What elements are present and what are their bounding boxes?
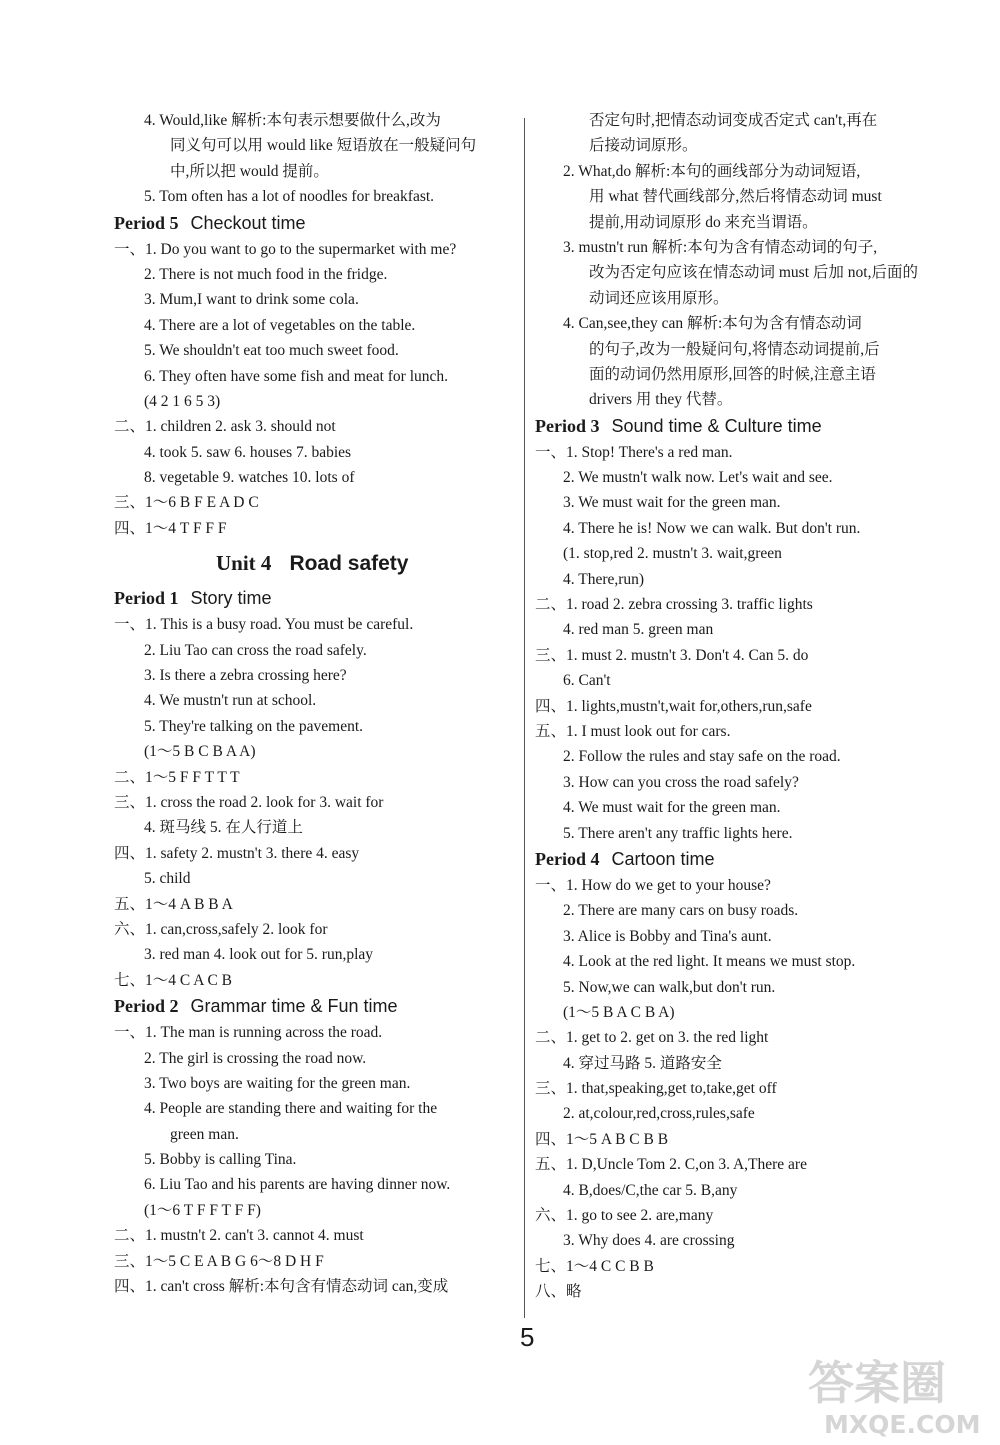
- answer-line: 提前,用动词原形 do 来充当谓语。: [589, 213, 818, 231]
- answer-line: 3. Why does 4. are crossing: [563, 1232, 735, 1250]
- answer-line: 四、1～4 T F F F: [114, 519, 227, 537]
- answer-line: drivers 用 they 代替。: [589, 391, 733, 409]
- answer-line: 七、1～4 C A C B: [114, 971, 232, 989]
- answer-line: 四、1. can't cross 解析:本句含有情态动词 can,变成: [114, 1278, 449, 1296]
- answer-line: 2. There are many cars on busy roads.: [563, 902, 799, 920]
- answer-line: 改为否定句应该在情态动词 must 后加 not,后面的: [589, 264, 918, 282]
- period-title: Checkout time: [190, 212, 306, 233]
- period-number: Period 4: [535, 848, 600, 869]
- answer-line: 八、略: [535, 1283, 582, 1301]
- answer-line: 5. Now,we can walk,but don't run.: [563, 978, 776, 996]
- watermark-url: MXQE.COM: [824, 1410, 981, 1439]
- period-heading: [535, 413, 940, 440]
- answer-line: 6. Liu Tao and his parents are having dinner now.: [144, 1176, 451, 1194]
- answer-line: 四、1. lights,mustn't,wait for,others,run,safe: [535, 697, 812, 715]
- answer-line: 4. There,run): [563, 570, 645, 588]
- answer-line: 二、1. children 2. ask 3. should not: [114, 418, 336, 436]
- answer-line: 4. B,does/C,the car 5. B,any: [563, 1181, 738, 1199]
- answer-line: 3. Two boys are waiting for the green man.: [144, 1074, 411, 1092]
- answer-line: 5. There aren't any traffic lights here.: [563, 824, 793, 842]
- page-number: 5: [520, 1322, 535, 1352]
- period-title: Grammar time & Fun time: [190, 996, 398, 1017]
- answer-line: 一、1. Do you want to go to the supermarket with me?: [114, 240, 457, 258]
- period-number: Period 3: [535, 415, 600, 436]
- answer-line: (1～5 B C B A A): [144, 743, 256, 761]
- answer-line: 4. There are a lot of vegetables on the table.: [144, 316, 416, 334]
- answer-line: 七、1～4 C C B B: [535, 1257, 654, 1275]
- watermark-cn: 答案圈: [808, 1356, 946, 1410]
- answer-line: 动词还应该用原形。: [589, 289, 729, 307]
- answer-line: 5. We shouldn't eat too much sweet food.: [144, 342, 399, 360]
- answer-line: 五、1～4 A B B A: [114, 895, 233, 913]
- answer-line: 4. We must wait for the green man.: [563, 799, 781, 817]
- answer-line: 的句子,改为一般疑问句,将情态动词提前,后: [589, 340, 880, 358]
- period-heading: [114, 993, 522, 1020]
- answer-line: 二、1～5 F F T T T: [114, 768, 240, 786]
- unit-number: Unit 4: [216, 551, 272, 576]
- answer-line: 4. People are standing there and waiting for the: [144, 1100, 438, 1118]
- answer-line: 六、1. go to see 2. are,many: [535, 1207, 714, 1225]
- answer-line: 6. They often have some fish and meat for lunch.: [144, 367, 449, 385]
- answer-line: 4. red man 5. green man: [563, 621, 714, 639]
- answer-line: 3. How can you cross the road safely?: [563, 773, 799, 791]
- right-column: [535, 108, 940, 1305]
- period-number: Period 1: [114, 588, 179, 609]
- left-column: [114, 108, 522, 1299]
- answer-line: 3. red man 4. look out for 5. run,play: [144, 946, 374, 964]
- answer-line: 4. Can,see,they can 解析:本句为含有情态动词: [563, 315, 862, 333]
- period-title: Story time: [190, 588, 272, 609]
- answer-line: 一、1. How do we get to your house?: [535, 876, 771, 894]
- answer-line: 2. Follow the rules and stay safe on the road.: [563, 748, 841, 766]
- answer-line: 4. took 5. saw 6. houses 7. babies: [144, 443, 352, 461]
- answer-line: 一、1. This is a busy road. You must be careful.: [114, 616, 414, 634]
- answer-line: 后接动词原形。: [589, 137, 698, 155]
- answer-line: 4. Would,like 解析:本句表示想要做什么,改为: [144, 112, 441, 129]
- period-heading: [535, 846, 940, 873]
- answer-line: 4. 斑马线 5. 在人行道上: [144, 819, 303, 837]
- answer-line: 5. child: [144, 870, 191, 888]
- answer-line: 3. Alice is Bobby and Tina's aunt.: [563, 927, 772, 945]
- answer-line: 二、1. road 2. zebra crossing 3. traffic lights: [535, 596, 813, 614]
- period-title: Cartoon time: [611, 848, 715, 869]
- answer-line: 4. We mustn't run at school.: [144, 692, 317, 710]
- answer-line: 2. What,do 解析:本句的画线部分为动词短语,: [563, 162, 861, 180]
- answer-line: (1～5 B A C B A): [563, 1003, 675, 1021]
- answer-line: 5. Tom often has a lot of noodles for breakfast.: [144, 188, 435, 206]
- answer-line: 一、1. The man is running across the road.: [114, 1024, 383, 1042]
- answer-line: 2. Liu Tao can cross the road safely.: [144, 641, 367, 659]
- answer-line: 5. They're talking on the pavement.: [144, 717, 364, 735]
- period-number: Period 2: [114, 996, 179, 1017]
- period-heading: [114, 210, 522, 237]
- answer-line: 三、1. must 2. mustn't 3. Don't 4. Can 5. do: [535, 646, 809, 664]
- answer-line: 同义句可以用 would like 短语放在一般疑问句: [170, 137, 477, 155]
- period-title: Sound time & Culture time: [611, 415, 822, 436]
- answer-line: 4. Look at the red light. It means we must stop.: [563, 953, 856, 971]
- answer-line: 否定句时,把情态动词变成否定式 can't,再在: [589, 112, 878, 129]
- answer-line: 2. The girl is crossing the road now.: [144, 1049, 367, 1067]
- period-number: Period 5: [114, 212, 179, 233]
- watermark-logo: [802, 1345, 992, 1440]
- answer-line: 五、1. D,Uncle Tom 2. C,on 3. A,There are: [535, 1156, 807, 1174]
- answer-line: 三、1. that,speaking,get to,take,get off: [535, 1080, 777, 1098]
- answer-line: 五、1. I must look out for cars.: [535, 722, 731, 740]
- period-heading: [114, 585, 522, 612]
- unit-heading: [114, 541, 522, 585]
- answer-line: 2. at,colour,red,cross,rules,safe: [563, 1105, 755, 1123]
- answer-line: 二、1. mustn't 2. can't 3. cannot 4. must: [114, 1227, 364, 1245]
- answer-line: 二、1. get to 2. get on 3. the red light: [535, 1029, 769, 1047]
- answer-line: 三、1～6 B F E A D C: [114, 494, 259, 512]
- answer-line: 三、1. cross the road 2. look for 3. wait for: [114, 793, 384, 811]
- unit-title: Road safety: [289, 552, 409, 576]
- answer-line: 8. vegetable 9. watches 10. lots of: [144, 469, 355, 487]
- answer-line: 面的动词仍然用原形,回答的时候,注意主语: [589, 365, 876, 383]
- answer-line: 3. Mum,I want to drink some cola.: [144, 291, 359, 309]
- answer-line: 6. Can't: [563, 672, 611, 690]
- answer-line: 4. 穿过马路 5. 道路安全: [563, 1054, 722, 1072]
- answer-line: 3. Is there a zebra crossing here?: [144, 667, 347, 685]
- answer-line: green man.: [170, 1125, 239, 1143]
- answer-line: 中,所以把 would 提前。: [170, 162, 329, 180]
- answer-line: (4 2 1 6 5 3): [144, 392, 221, 410]
- answer-line: 2. We mustn't walk now. Let's wait and see.: [563, 469, 833, 487]
- answer-line: 5. Bobby is calling Tina.: [144, 1151, 297, 1169]
- answer-line: 四、1. safety 2. mustn't 3. there 4. easy: [114, 844, 360, 862]
- answer-line: 一、1. Stop! There's a red man.: [535, 443, 733, 461]
- column-divider: [524, 118, 525, 1318]
- answer-line: 四、1～5 A B C B B: [535, 1130, 669, 1148]
- answer-line: 三、1～5 C E A B G 6～8 D H F: [114, 1252, 324, 1270]
- answer-line: 3. We must wait for the green man.: [563, 494, 781, 512]
- answer-line: 3. mustn't run 解析:本句为含有情态动词的句子,: [563, 238, 878, 256]
- answer-line: (1. stop,red 2. mustn't 3. wait,green: [563, 545, 782, 563]
- answer-line: (1～6 T F F T F F): [144, 1201, 261, 1219]
- answer-line: 4. There he is! Now we can walk. But don't run.: [563, 519, 861, 537]
- answer-line: 2. There is not much food in the fridge.: [144, 265, 388, 283]
- answer-line: 六、1. can,cross,safely 2. look for: [114, 920, 328, 938]
- answer-line: 用 what 替代画线部分,然后将情态动词 must: [589, 188, 882, 206]
